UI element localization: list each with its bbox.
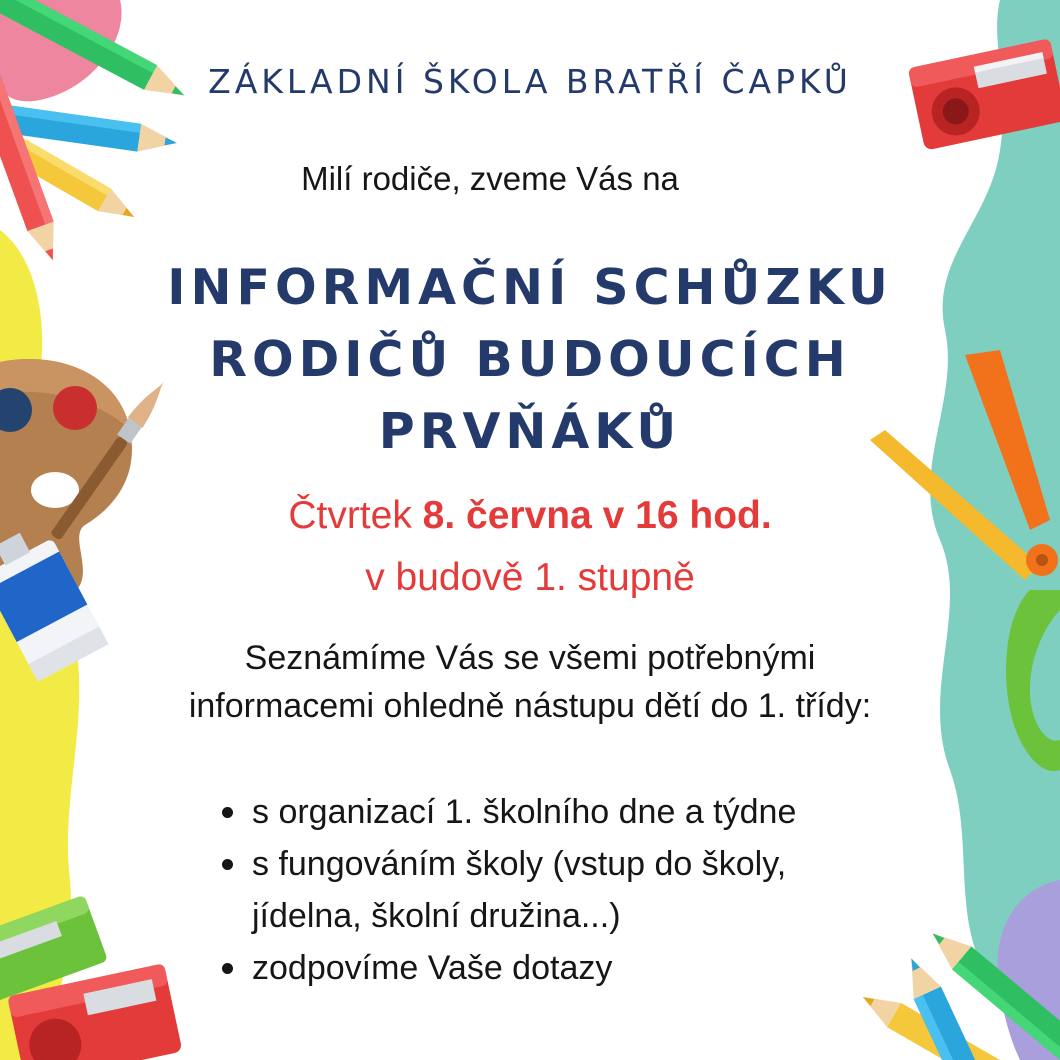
greeting-text: Milí rodiče, zveme Vás na [301, 160, 679, 197]
list-item-line: zodpovíme Vaše dotazy [252, 949, 613, 987]
topics-list [222, 786, 982, 994]
list-item [222, 942, 982, 994]
list-item [222, 786, 982, 838]
heading-line: PRVŇÁKŮ [378, 403, 682, 460]
list-item [222, 838, 982, 942]
list-item-line: s organizací 1. školního dne a týdne [252, 793, 797, 831]
intro-line: informacemi ohledně nástupu dětí do 1. třídy: [188, 687, 872, 725]
list-item-line: s fungováním školy (vstup do školy, [252, 845, 787, 883]
event-place: v budově 1. stupně [365, 556, 695, 599]
event-day: Čtvrtek [288, 494, 412, 537]
heading-line: RODIČŮ BUDOUCÍCH [209, 331, 851, 388]
intro-text [0, 634, 1060, 730]
list-item-line: jídelna, školní družina...) [252, 897, 621, 935]
event-heading [0, 252, 1060, 468]
intro-line: Seznámíme Vás se všemi potřebnými [244, 639, 816, 677]
heading-line: INFORMAČNÍ SCHŮZKU [167, 259, 893, 316]
event-date [0, 494, 1060, 538]
school-name: ZÁKLADNÍ ŠKOLA BRATŘÍ ČAPKŮ [208, 62, 852, 101]
event-time: 8. června v 16 hod. [422, 494, 772, 537]
